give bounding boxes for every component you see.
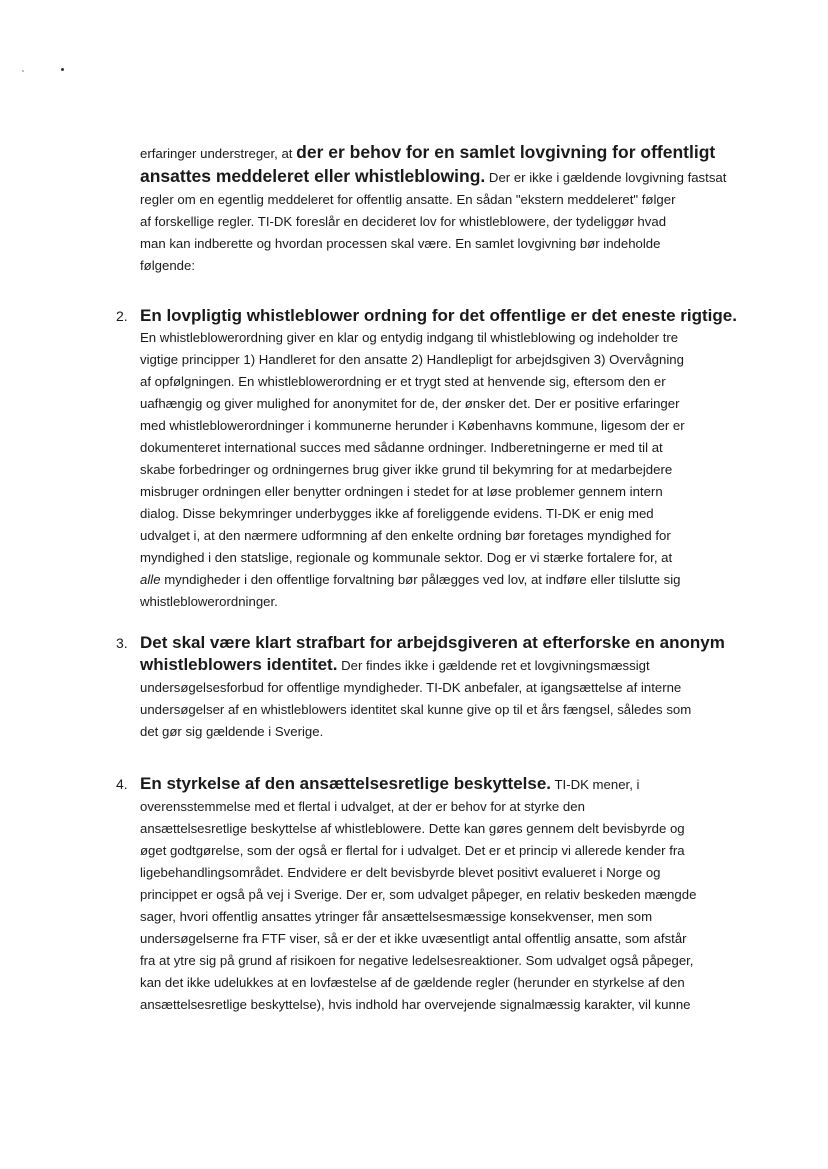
item-heading-line-1: Det skal være klart strafbart for arbejdsgiveren at efterforske en anonym [140,633,725,652]
body-line: misbruger ordningen eller benytter ordningen i stedet for at løse problemer gennem intern [140,484,663,499]
body-line: udvalget i, at den nærmere udformning af den enkelte ordning bør foretages myndighed for [140,528,671,543]
intro-rest-1: Der er ikke i gældende lovgivning fastsat [485,170,727,185]
body-line: undersøgelserne fra FTF viser, så er der et ikke uvæsentligt antal offentlig ansatte, som afstår [140,931,687,946]
body-line: vigtige principper 1) Handleret for den ansatte 2) Handlepligt for arbejdsgiven 3) Overvågning [140,352,684,367]
item-number: 3. [116,635,128,651]
body-line: øget godtgørelse, som der også er flertal for i udvalget. Det er et princip vi allerede kender fra [140,843,685,858]
intro-line-3: regler om en egentlig meddeleret for offentlig ansatte. En sådan "ekstern meddeleret" følger [140,192,676,207]
body-line: En whistleblowerordning giver en klar og entydig indgang til whistleblowing og indeholder tre [140,330,679,345]
body-line: med whistleblowerordninger i kommunerne herunder i Københavns kommune, ligesom der er [140,418,685,433]
body-line: overensstemmelse med et flertal i udvalget, at der er behov for at styrke den [140,799,585,814]
body-line: dokumenteret international succes med sådanne ordninger. Indberetningerne er med til at [140,440,663,455]
list-item-4 [116,773,740,1016]
intro-line-2 [140,165,740,189]
scan-speck [61,68,64,71]
intro-bold-1: der er behov for en samlet lovgivning for offentligt [296,142,716,162]
body-line: skabe forbedringer og ordningernes brug giver ikke grund til bekymring for at medarbejdere [140,462,673,477]
body-line: fra at ytre sig på grund af risikoen for negative ledelsesreaktioner. Som udvalget også påpeger, [140,953,694,968]
item-heading: En styrkelse af den ansættelsesretlige beskyttelse. [140,774,552,793]
body-line: af opfølgningen. En whistleblowerordning er et trygt sted at henvende sig, eftersom den er [140,374,666,389]
item-number: 4. [116,776,128,792]
body-line: undersøgelsesforbud for offentlige myndigheder. TI-DK anbefaler, at igangsættelse af interne [140,680,682,695]
emphasis-alle: alle [140,572,161,587]
body-line: alle myndigheder i den offentlige forvaltning bør pålægges ved lov, at indføre eller tilslutte sig [140,572,681,587]
scan-speck [22,70,24,72]
body-line: det gør sig gældende i Sverige. [140,724,324,739]
item-heading-line-2: whistleblowers identitet. Der findes ikke i gældende ret et lovgivningsmæssigt [140,655,650,674]
body-line: ligebehandlingsområdet. Endvidere er delt bevisbyrde blevet positivt evalueret i Norge og [140,865,661,880]
item-heading: En lovpligtig whistleblower ordning for det offentlige er det eneste rigtige. [140,306,737,325]
body-line: kan det ikke udelukkes at en lovfæstelse af de gældende regler (herunder en styrkelse af den [140,975,685,990]
intro-paragraph [140,141,740,277]
intro-line-4: af forskellige regler. TI-DK foreslår en decideret lov for whistleblowere, der tydeliggør hvad [140,214,667,229]
body-line: myndighed i den statslige, regionale og kommunale sektor. Dog er vi stærke fortalere for, at [140,550,673,565]
intro-lead: erfaringer understreger, at [140,146,297,161]
item-number: 2. [116,308,128,324]
list-item-3 [116,632,740,743]
intro-line-1 [140,141,740,165]
body-line: dialog. Disse bekymringer underbygges ikke af foreliggende evidens. TI-DK er enig med [140,506,654,521]
body-line: uafhængig og giver mulighed for anonymitet for de, der ønsker det. Der er positive erfaringer [140,396,680,411]
body-line: princippet er også på vej i Sverige. Der er, som udvalget påpeger, en relativ beskeden mængde [140,887,697,902]
list-item-2 [116,305,740,613]
intro-bold-2: ansattes meddeleret eller whistleblowing. [140,166,486,186]
body-line: undersøgelser af en whistleblowers identitet skal kunne give op til et års fængsel, således som [140,702,692,717]
item-heading-line: En styrkelse af den ansættelsesretlige beskyttelse. TI-DK mener, i [140,774,640,793]
intro-line-6: følgende: [140,258,195,273]
body-line: sager, hvori offentlig ansattes ytringer får ansættelsesmæssige konsekvenser, men som [140,909,653,924]
intro-line-5: man kan indberette og hvordan processen skal være. En samlet lovgivning bør indeholde [140,236,661,251]
body-line: ansættelsesretlige beskyttelse), hvis indhold har overvejende signalmæssig karakter, vil kunne [140,997,691,1012]
body-line: ansættelsesretlige beskyttelse af whistleblowere. Dette kan gøres gennem delt bevisbyrde og [140,821,685,836]
body-line: whistleblowerordninger. [140,594,278,609]
